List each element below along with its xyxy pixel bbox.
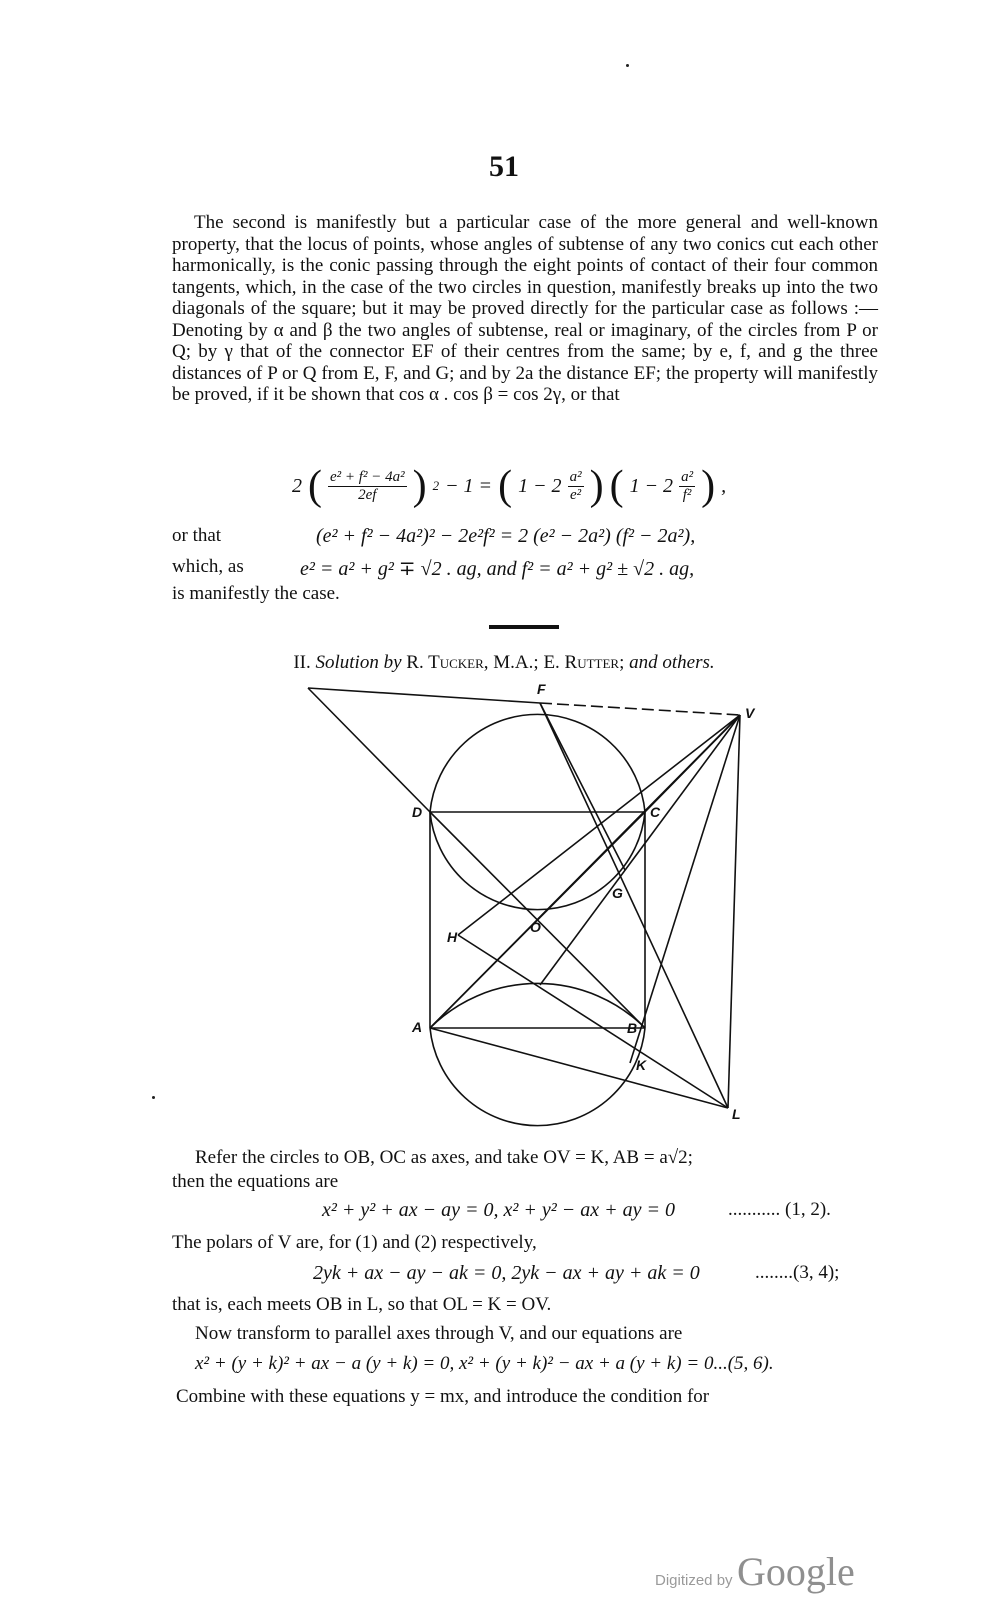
label-K: K xyxy=(636,1057,647,1073)
eq1-factor2-num: a² xyxy=(681,468,694,485)
eq1-factor1-num: a² xyxy=(569,468,582,485)
line-a-to-l xyxy=(430,1028,728,1108)
conclusion-text: is manifestly the case. xyxy=(172,583,340,604)
paren-open: ( xyxy=(498,463,513,509)
equation-circles: x² + y² + ax − ay = 0, x² + y² − ax + ay = 0 xyxy=(322,1199,675,1221)
paren-close: ) xyxy=(589,463,604,509)
watermark-prefix: Digitized by xyxy=(655,1572,733,1589)
tangent-top xyxy=(308,688,540,703)
refer-circles-text: Refer the circles to OB, OC as axes, and take OV = K, AB = a√2; xyxy=(195,1147,693,1168)
equation-circles-number: ........... (1, 2). xyxy=(728,1199,831,1220)
paren-open: ( xyxy=(609,463,624,509)
or-that-label: or that xyxy=(172,525,222,546)
line-v-to-b xyxy=(540,715,740,985)
label-H: H xyxy=(447,929,458,945)
equation-distances: e² = a² + g² ∓ √2 . ag, and f² = a² + g² ± √2 . ag, xyxy=(300,558,695,580)
eq1-coef: 2 xyxy=(292,474,302,497)
heading-and-others: and others. xyxy=(629,652,715,673)
equation-polars-number: ........(3, 4); xyxy=(755,1262,840,1283)
heading-author-2: E. Rutter xyxy=(543,652,620,673)
paren-close: ) xyxy=(701,463,716,509)
line-v-to-h xyxy=(458,715,740,935)
label-C: C xyxy=(650,804,661,820)
meets-text: that is, each meets OB in L, so that OL = K = OV. xyxy=(172,1294,552,1315)
transform-text: Now transform to parallel axes through V, and our equations are xyxy=(195,1323,683,1344)
heading-numeral: II. xyxy=(293,652,311,673)
label-O: O xyxy=(530,919,541,935)
label-L: L xyxy=(732,1106,741,1122)
paren-open: ( xyxy=(308,463,322,509)
equation-polars: 2yk + ax − ay − ak = 0, 2yk − ax + ay + ak = 0 xyxy=(313,1262,700,1284)
label-B: B xyxy=(627,1020,638,1036)
combine-text: Combine with these equations y = mx, and introduce the condition for xyxy=(176,1386,710,1407)
paragraph-property-text: The second is manifestly but a particular case of the more general and well-known property, that the locus of points, whose angles of subtense of any two conics cut each other harmonically, is the conic passing through the eight points of contact of their four common tangents, which, in the case of the two circles in question, manifestly breaks up into the two diagonals of the square; but it may be proved directly for the particular case as follows :—Denoting by α and β the two angles of subtense, real or imaginary, of the circles from P or Q; by γ that of the connector EF of their centres from the same; by e, f, and g the three distances of P or Q from E, F, and G; and by 2a the distance EF; the property will manifestly be proved, if it be shown that cos α . cos β = cos 2γ, or that xyxy=(172,212,878,405)
lower-arc xyxy=(430,983,645,1028)
heading-author-1: R. Tucker, M.A. xyxy=(406,652,534,673)
eq1-factor2-left: 1 − 2 xyxy=(629,474,674,497)
label-V: V xyxy=(745,705,755,721)
equation-expanded: (e² + f² − 4a²)² − 2e²f² = 2 (e² − 2a²) (f² − 2a²), xyxy=(316,525,696,547)
line-f-to-k xyxy=(630,715,740,1063)
page-number: 51 xyxy=(489,150,519,183)
google-logo: Google xyxy=(737,1549,855,1594)
eq1-minus-one: − 1 = xyxy=(445,474,493,497)
digitized-watermark xyxy=(655,1548,855,1595)
label-A: A xyxy=(412,1019,423,1035)
heading-separator: ; xyxy=(533,652,539,673)
eq1-fraction-num: e² + f² − 4a² xyxy=(330,468,405,485)
equation-transformed: x² + (y + k)² + ax − a (y + k) = 0, x² + (y + k)² − ax + a (y + k) = 0...(5, 6). xyxy=(195,1353,774,1374)
paren-close: ) xyxy=(412,463,427,509)
eq1-factor2-den: f² xyxy=(682,486,692,503)
eq1-factor1-left: 1 − 2 xyxy=(518,474,562,497)
tangent-top-left xyxy=(308,688,430,812)
which-as-label: which, as xyxy=(172,556,244,577)
eq1-fraction-den: 2ef xyxy=(358,486,377,503)
heading-separator: ; xyxy=(619,652,625,673)
then-equations-text: then the equations are xyxy=(172,1171,339,1192)
eq1-exponent: 2 xyxy=(432,478,440,493)
eq1-tail: , xyxy=(721,474,727,497)
eq1-factor1-den: e² xyxy=(569,486,582,503)
polars-text: The polars of V are, for (1) and (2) respectively, xyxy=(172,1232,537,1253)
heading-solution-by: Solution by xyxy=(315,652,402,673)
line-v-to-l xyxy=(728,715,740,1108)
line-v-to-c xyxy=(645,715,740,812)
label-G: G xyxy=(612,885,623,901)
tangent-top-right xyxy=(540,703,740,715)
label-D: D xyxy=(412,804,423,820)
label-F: F xyxy=(537,681,546,697)
